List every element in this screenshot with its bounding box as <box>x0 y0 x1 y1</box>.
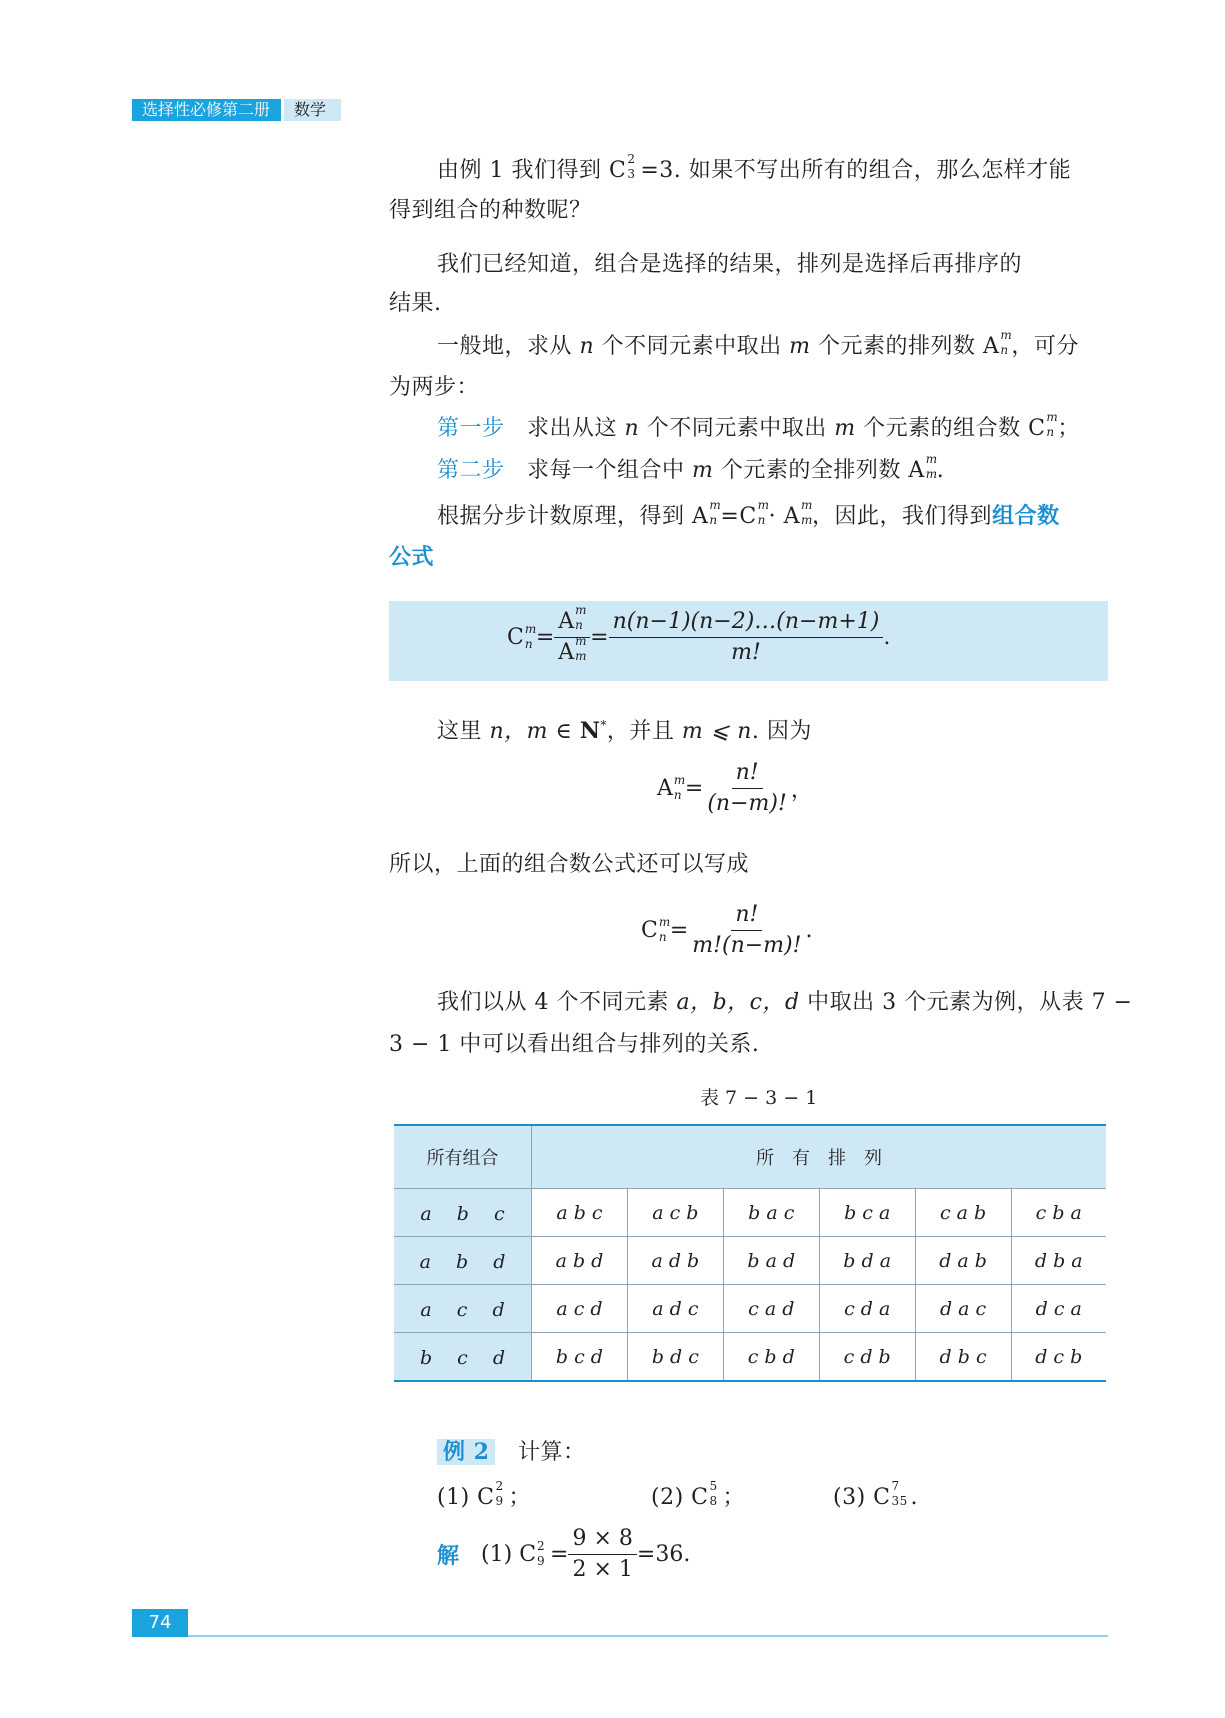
step1-label: 第一步 <box>437 416 505 441</box>
page-number: 74 <box>132 1609 188 1637</box>
combination-permutation-table <box>394 1124 1106 1382</box>
para7-line2: 3 − 1 中可以看出组合与排列的关系. <box>389 1032 760 1057</box>
combination-formula: C m n = A m n A m m = $\frac{n(n-1)(n-2)\dots(n-m+1)}{m!}$ . <box>507 607 890 668</box>
example-badge: 例 2 <box>437 1439 495 1465</box>
table-caption: 表 7 − 3 − 1 <box>700 1087 818 1109</box>
para2-line2: 结果. <box>389 291 442 316</box>
formula-frac1: A m n A m m <box>554 607 590 668</box>
example2-solution: 解 (1) C 2 9 = $\frac{9 \times 8}{2 \times 1}$ =36. <box>437 1526 691 1582</box>
footer-rule <box>188 1635 1108 1637</box>
c-index: 2 3 <box>627 152 636 181</box>
para6-line: 所以，上面的组合数公式还可以写成 <box>389 852 750 877</box>
header-all-permutations: 所 有 排 列 <box>532 1125 1107 1189</box>
para7-line1: 我们以从 4 个不同元素 a，b，c，d 中取出 3 个元素为例，从表 7 − <box>437 990 1133 1015</box>
combination-factorial-formula: C m n = $\frac{n!}{m!(n-m)!}$ . <box>641 902 813 958</box>
example2-q2: (2) C 5 8 ； <box>651 1479 746 1510</box>
para2-line1: 我们已经知道，组合是选择的结果，排列是选择后再排序的 <box>437 252 1023 277</box>
para4-line1: 根据分步计数原理，得到 A m n =C m n · A m m ，因此，我们得到组合数 <box>437 498 1060 529</box>
para3-line1: 一般地，求从 n 个不同元素中取出 m 个元素的排列数 A m n ，可分 <box>437 328 1079 359</box>
term-highlight-2: 公式 <box>389 544 435 570</box>
example2-heading: 例 2 计算： <box>437 1432 586 1473</box>
step2-label: 第二步 <box>437 458 505 483</box>
para1-line2: 得到组合的种数呢？ <box>389 198 592 223</box>
example2-q3: (3) C 7 35 . <box>833 1479 918 1510</box>
subject-label: 数学 <box>284 99 341 121</box>
book-title: 选择性必修第二册 <box>132 99 281 121</box>
table-row: b c d b c d b d c c b d c d b d b c d c b <box>394 1333 1106 1382</box>
para1-line1: 由例 1 我们得到 C 2 3 =3. 如果不写出所有的组合，那么怎样才能 <box>437 152 1072 183</box>
step1-line: 第一步 求出从这 n 个不同元素中取出 m 个元素的组合数 C m n ； <box>437 410 1080 441</box>
table-row: a b d a b d a d b b a d b d a d a b d b a <box>394 1237 1106 1285</box>
page-header <box>132 99 341 121</box>
formula-box <box>389 601 1108 681</box>
para5-line: 这里 n，m ∈ N*，并且 m ⩽ n. 因为 <box>437 718 812 744</box>
table-header-row <box>394 1125 1106 1189</box>
term-highlight: 组合数 <box>992 503 1060 529</box>
solution-label: 解 <box>437 1543 460 1569</box>
para3-line2: 为两步： <box>389 375 480 400</box>
step2-line: 第二步 求每一个组合中 m 个元素的全排列数 A m m . <box>437 452 945 483</box>
table-row: a b c a b c a c b b a c b c a c a b c b a <box>394 1189 1106 1237</box>
table-row: a c d a c d a d c c a d c d a d a c d c a <box>394 1285 1106 1333</box>
formula-frac2: $\frac{n(n-1)(n-2)\dots(n-m+1)}{m!}$ <box>609 607 884 668</box>
permutation-formula: A m n = $\frac{n!}{(n-m)!}$ ， <box>657 760 813 816</box>
header-all-combinations: 所有组合 <box>394 1125 532 1189</box>
example2-q1: (1) C 2 9 ； <box>437 1479 532 1510</box>
